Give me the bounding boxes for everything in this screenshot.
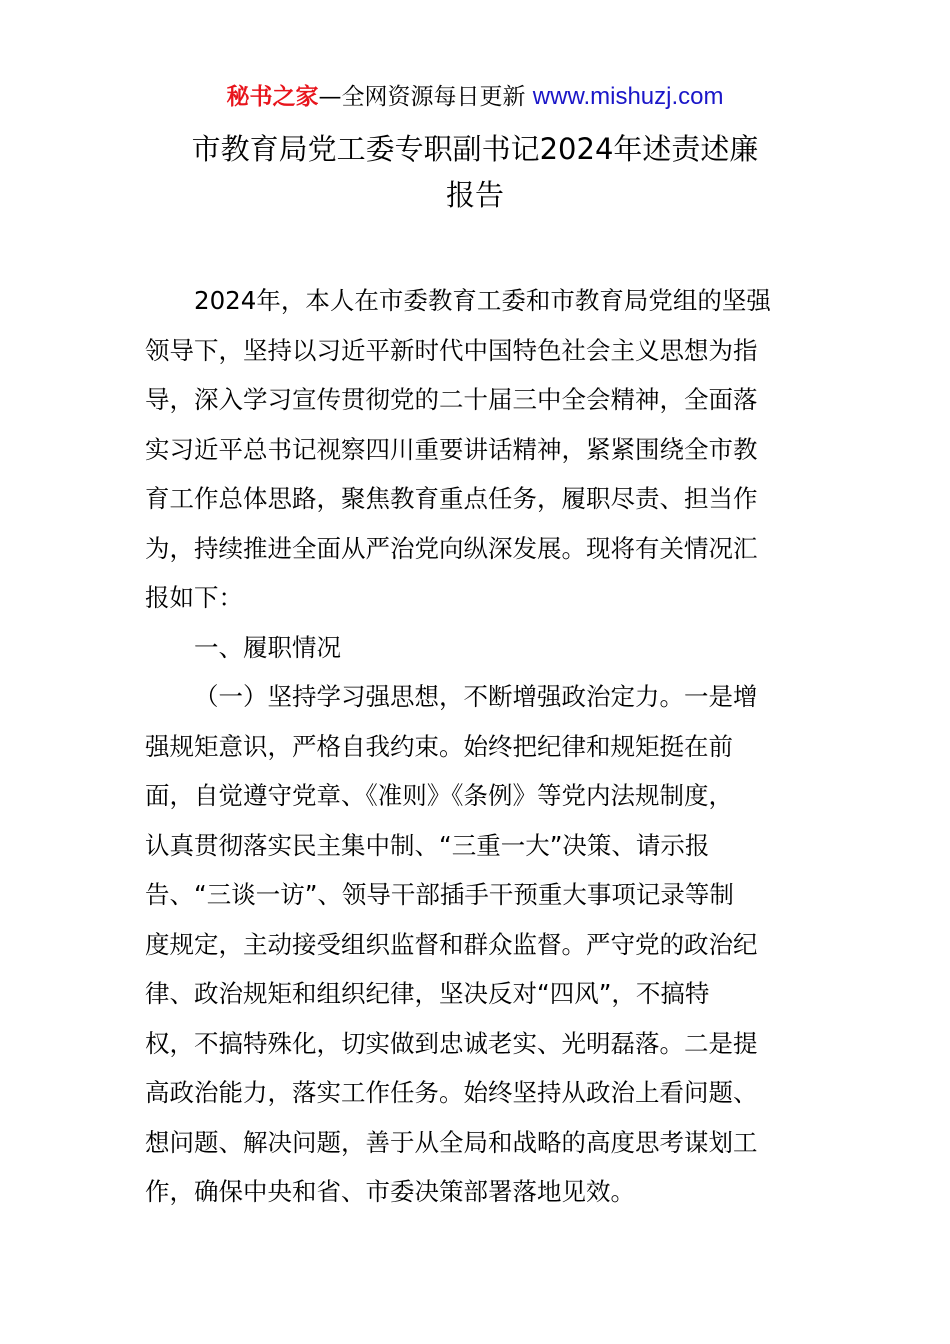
document-title	[150, 126, 800, 218]
body-line-4: 实习近平总书记视察四川重要讲话精神，紧紧围绕全市教	[145, 434, 758, 464]
body-line-14: 度规定，主动接受组织监督和群众监督。严守党的政治纪	[145, 929, 758, 959]
body-line-10: 强规矩意识，严格自我约束。始终把纪律和规矩挺在前	[145, 731, 733, 761]
body-line-13: 告、“三谈一访”、领导干部插手干预重大事项记录等制	[145, 880, 734, 909]
title-line-2: 报告	[445, 178, 504, 212]
header-tagline: —全网资源每日更新	[318, 84, 526, 110]
body-line-19: 作，确保中央和省、市委决策部署落地见效。	[145, 1177, 635, 1206]
body-line-7: 报如下：	[145, 583, 243, 612]
body-line-3: 导，深入学习宣传贯彻党的二十届三中全会精神，全面落	[145, 385, 758, 414]
document-body	[145, 276, 810, 1217]
body-line-1: 2024年，本人在市委教育工委和市教育局党组的坚强	[194, 286, 771, 315]
body-line-2: 领导下，坚持以习近平新时代中国特色社会主义思想为指	[145, 335, 758, 365]
subsection-heading-1: （一）坚持学习强思想，不断增强政治定力。一是增	[194, 682, 758, 711]
body-line-12: 认真贯彻落实民主集中制、“三重一大”决策、请示报	[145, 830, 710, 860]
body-line-15: 律、政治规矩和组织纪律，坚决反对“四风”，不搞特	[145, 979, 710, 1008]
brand-name: 秘书之家	[226, 84, 319, 110]
site-url-link[interactable]: www.mishuzj.com	[532, 83, 724, 110]
title-line-1: 市教育局党工委专职副书记2024年述责述廉	[191, 132, 759, 166]
body-line-5: 育工作总体思路，聚焦教育重点任务，履职尽责、担当作	[145, 484, 758, 513]
body-line-6: 为，持续推进全面从严治党向纵深发展。现将有关情况汇	[145, 533, 758, 563]
body-line-11: 面，自觉遵守党章、《准则》《条例》等党内法规制度，	[145, 781, 733, 810]
watermark-header	[0, 80, 950, 114]
body-line-18: 想问题、解决问题，善于从全局和战略的高度思考谋划工	[145, 1127, 758, 1157]
section-heading-1: 一、履职情况	[194, 632, 341, 662]
body-line-17: 高政治能力，落实工作任务。始终坚持从政治上看问题、	[145, 1078, 758, 1107]
body-line-16: 权，不搞特殊化，切实做到忠诚老实、光明磊落。二是提	[145, 1028, 758, 1058]
